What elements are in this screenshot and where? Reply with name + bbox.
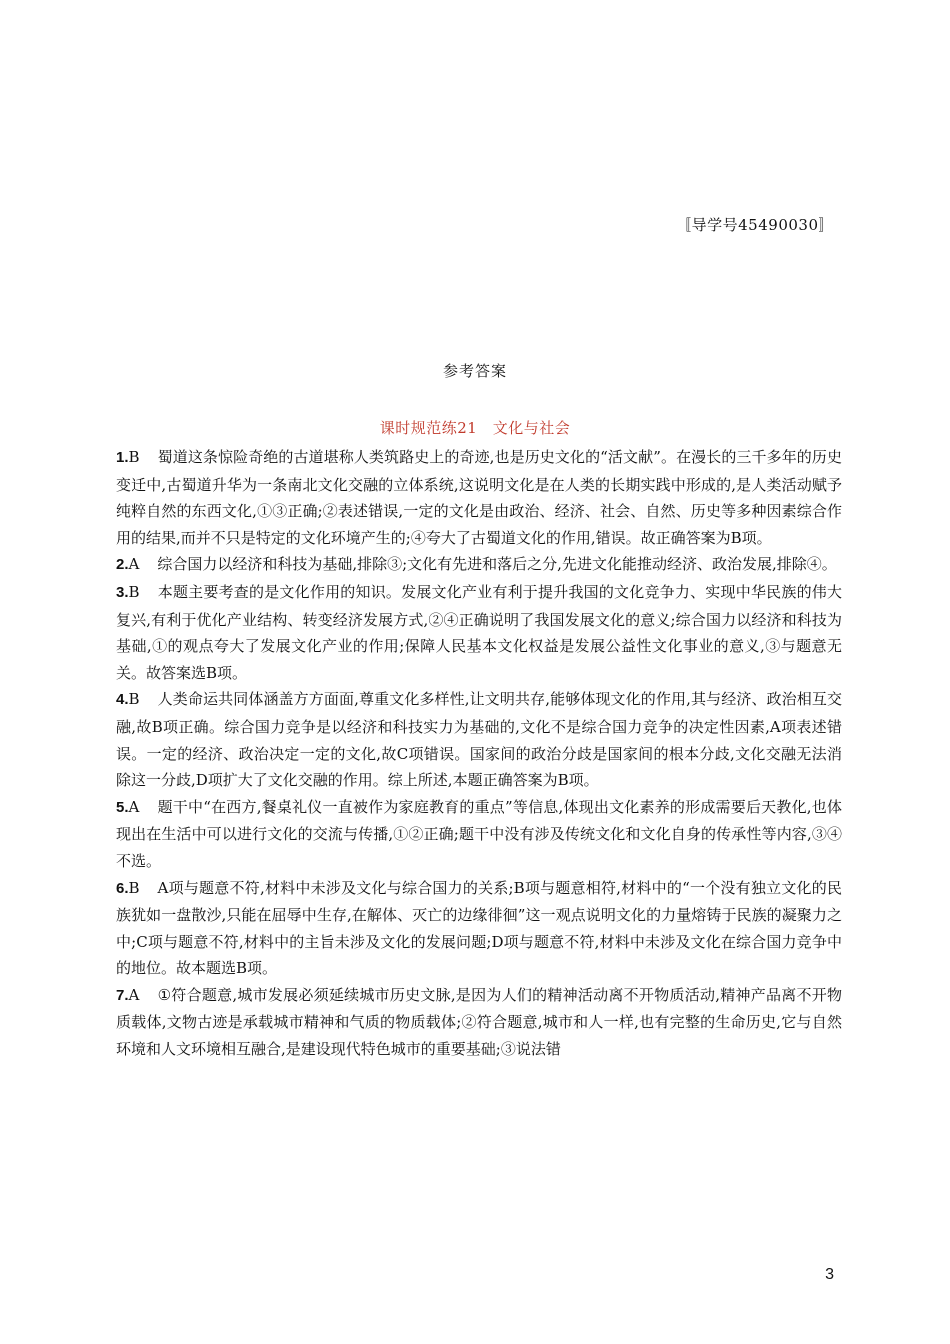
answer-item bbox=[116, 551, 842, 579]
answer-number: 5. bbox=[116, 798, 129, 816]
answer-number: 4. bbox=[116, 691, 129, 709]
answer-explanation: ①符合题意,城市发展必须延续城市历史文脉,是因为人们的精神活动离不开物质活动,精神产品离不开物质载体,文物古迹是承载城市精神和气质的物质载体;②符合题意,城市和人一样,也有完整的生命历史,它与自然环境和人文环境相互融合,是建设现代特色城市的重要基础;③说法错 bbox=[116, 985, 842, 1059]
answer-explanation: 题干中“在西方,餐桌礼仪一直被作为家庭教育的重点”等信息,体现出文化素养的形成需要后天教化,也体现出在生活中可以进行文化的交流与传播,①②正确;题干中没有涉及传统文化和文化自身的传承性等内容,③④不选。 bbox=[116, 797, 842, 870]
answer-item bbox=[116, 875, 842, 982]
answer-number: 1. bbox=[116, 449, 129, 466]
answer-item bbox=[116, 794, 842, 875]
answer-number: 3. bbox=[116, 583, 129, 601]
answer-choice: B bbox=[128, 448, 140, 466]
answer-explanation: 人类命运共同体涵盖方方面面,尊重文化多样性,让文明共存,能够体现文化的作用,其与经济、政治相互交融,故B项正确。综合国力竞争是以经济和科技实力为基础的,文化不是综合国力竞争的决定性因素,A项表述错误。一定的经济、政治决定一定的文化,故C项错误。国家间的政治分歧是国家间的根本分歧,文化交融无法消除这一分歧,D项扩大了文化交融的作用。综上所述,本题正确答案为B项。 bbox=[116, 690, 842, 790]
answer-number: 7. bbox=[116, 986, 129, 1004]
answer-choice: A bbox=[128, 985, 140, 1004]
answer-explanation: A项与题意不符,材料中未涉及文化与综合国力的关系;B项与题意相符,材料中的“一个没有独立文化的民族犹如一盘散沙,只能在屈辱中生存,在解体、灭亡的边缘徘徊”这一观点说明文化的力量熔铸于民族的凝聚力之中;C项与题意不符,材料中的主旨未涉及文化的发展问题;D项与题意不符,材料中未涉及文化在综合国力竞争中的地位。故本题选B项。 bbox=[116, 878, 842, 978]
answer-choice: B bbox=[128, 582, 140, 601]
answer-number: 6. bbox=[116, 879, 129, 897]
answers-heading: 参考答案 bbox=[442, 362, 507, 380]
answer-item bbox=[116, 686, 842, 793]
answer-choice: A bbox=[128, 555, 140, 574]
page-number: 3 bbox=[825, 1266, 834, 1283]
answer-list bbox=[116, 444, 842, 1063]
answer-choice: B bbox=[128, 690, 140, 709]
answer-explanation: 综合国力以经济和科技为基础,排除③;文化有先进和落后之分,先进文化能推动经济、政治发展,排除④。 bbox=[157, 555, 837, 574]
lesson-title: 课时规范练21 文化与社会 bbox=[379, 419, 571, 437]
answer-choice: A bbox=[128, 797, 140, 816]
answer-item bbox=[116, 444, 842, 551]
answer-explanation: 蜀道这条惊险奇绝的古道堪称人类筑路史上的奇迹,也是历史文化的“活文献”。在漫长的三千多年的历史变迁中,古蜀道升华为一条南北文化交融的立体系统,这说明文化是在人类的长期实践中形成的,是人类活动赋予纯粹自然的东西文化,①③正确;②表述错误,一定的文化是由政治、经济、社会、自然、历史等多种因素综合作用的结果,而并不只是特定的文化环境产生的;④夸大了古蜀道文化的作用,错误。故正确答案为B项。 bbox=[116, 448, 842, 547]
answer-explanation: 本题主要考查的是文化作用的知识。发展文化产业有利于提升我国的文化竞争力、实现中华民族的伟大复兴,有利于优化产业结构、转变经济发展方式,②④正确说明了我国发展文化的意义;综合国力以经济和科技为基础,①的观点夸大了发展文化产业的作用;保障人民基本文化权益是发展公益性文化事业的意义,③与题意无关。故答案选B项。 bbox=[116, 582, 842, 682]
reference-code: 〚导学号45490030〛 bbox=[676, 216, 834, 234]
answer-choice: B bbox=[128, 878, 140, 897]
answer-number: 2. bbox=[116, 556, 129, 574]
answer-item bbox=[116, 579, 842, 686]
answer-item bbox=[116, 982, 842, 1063]
